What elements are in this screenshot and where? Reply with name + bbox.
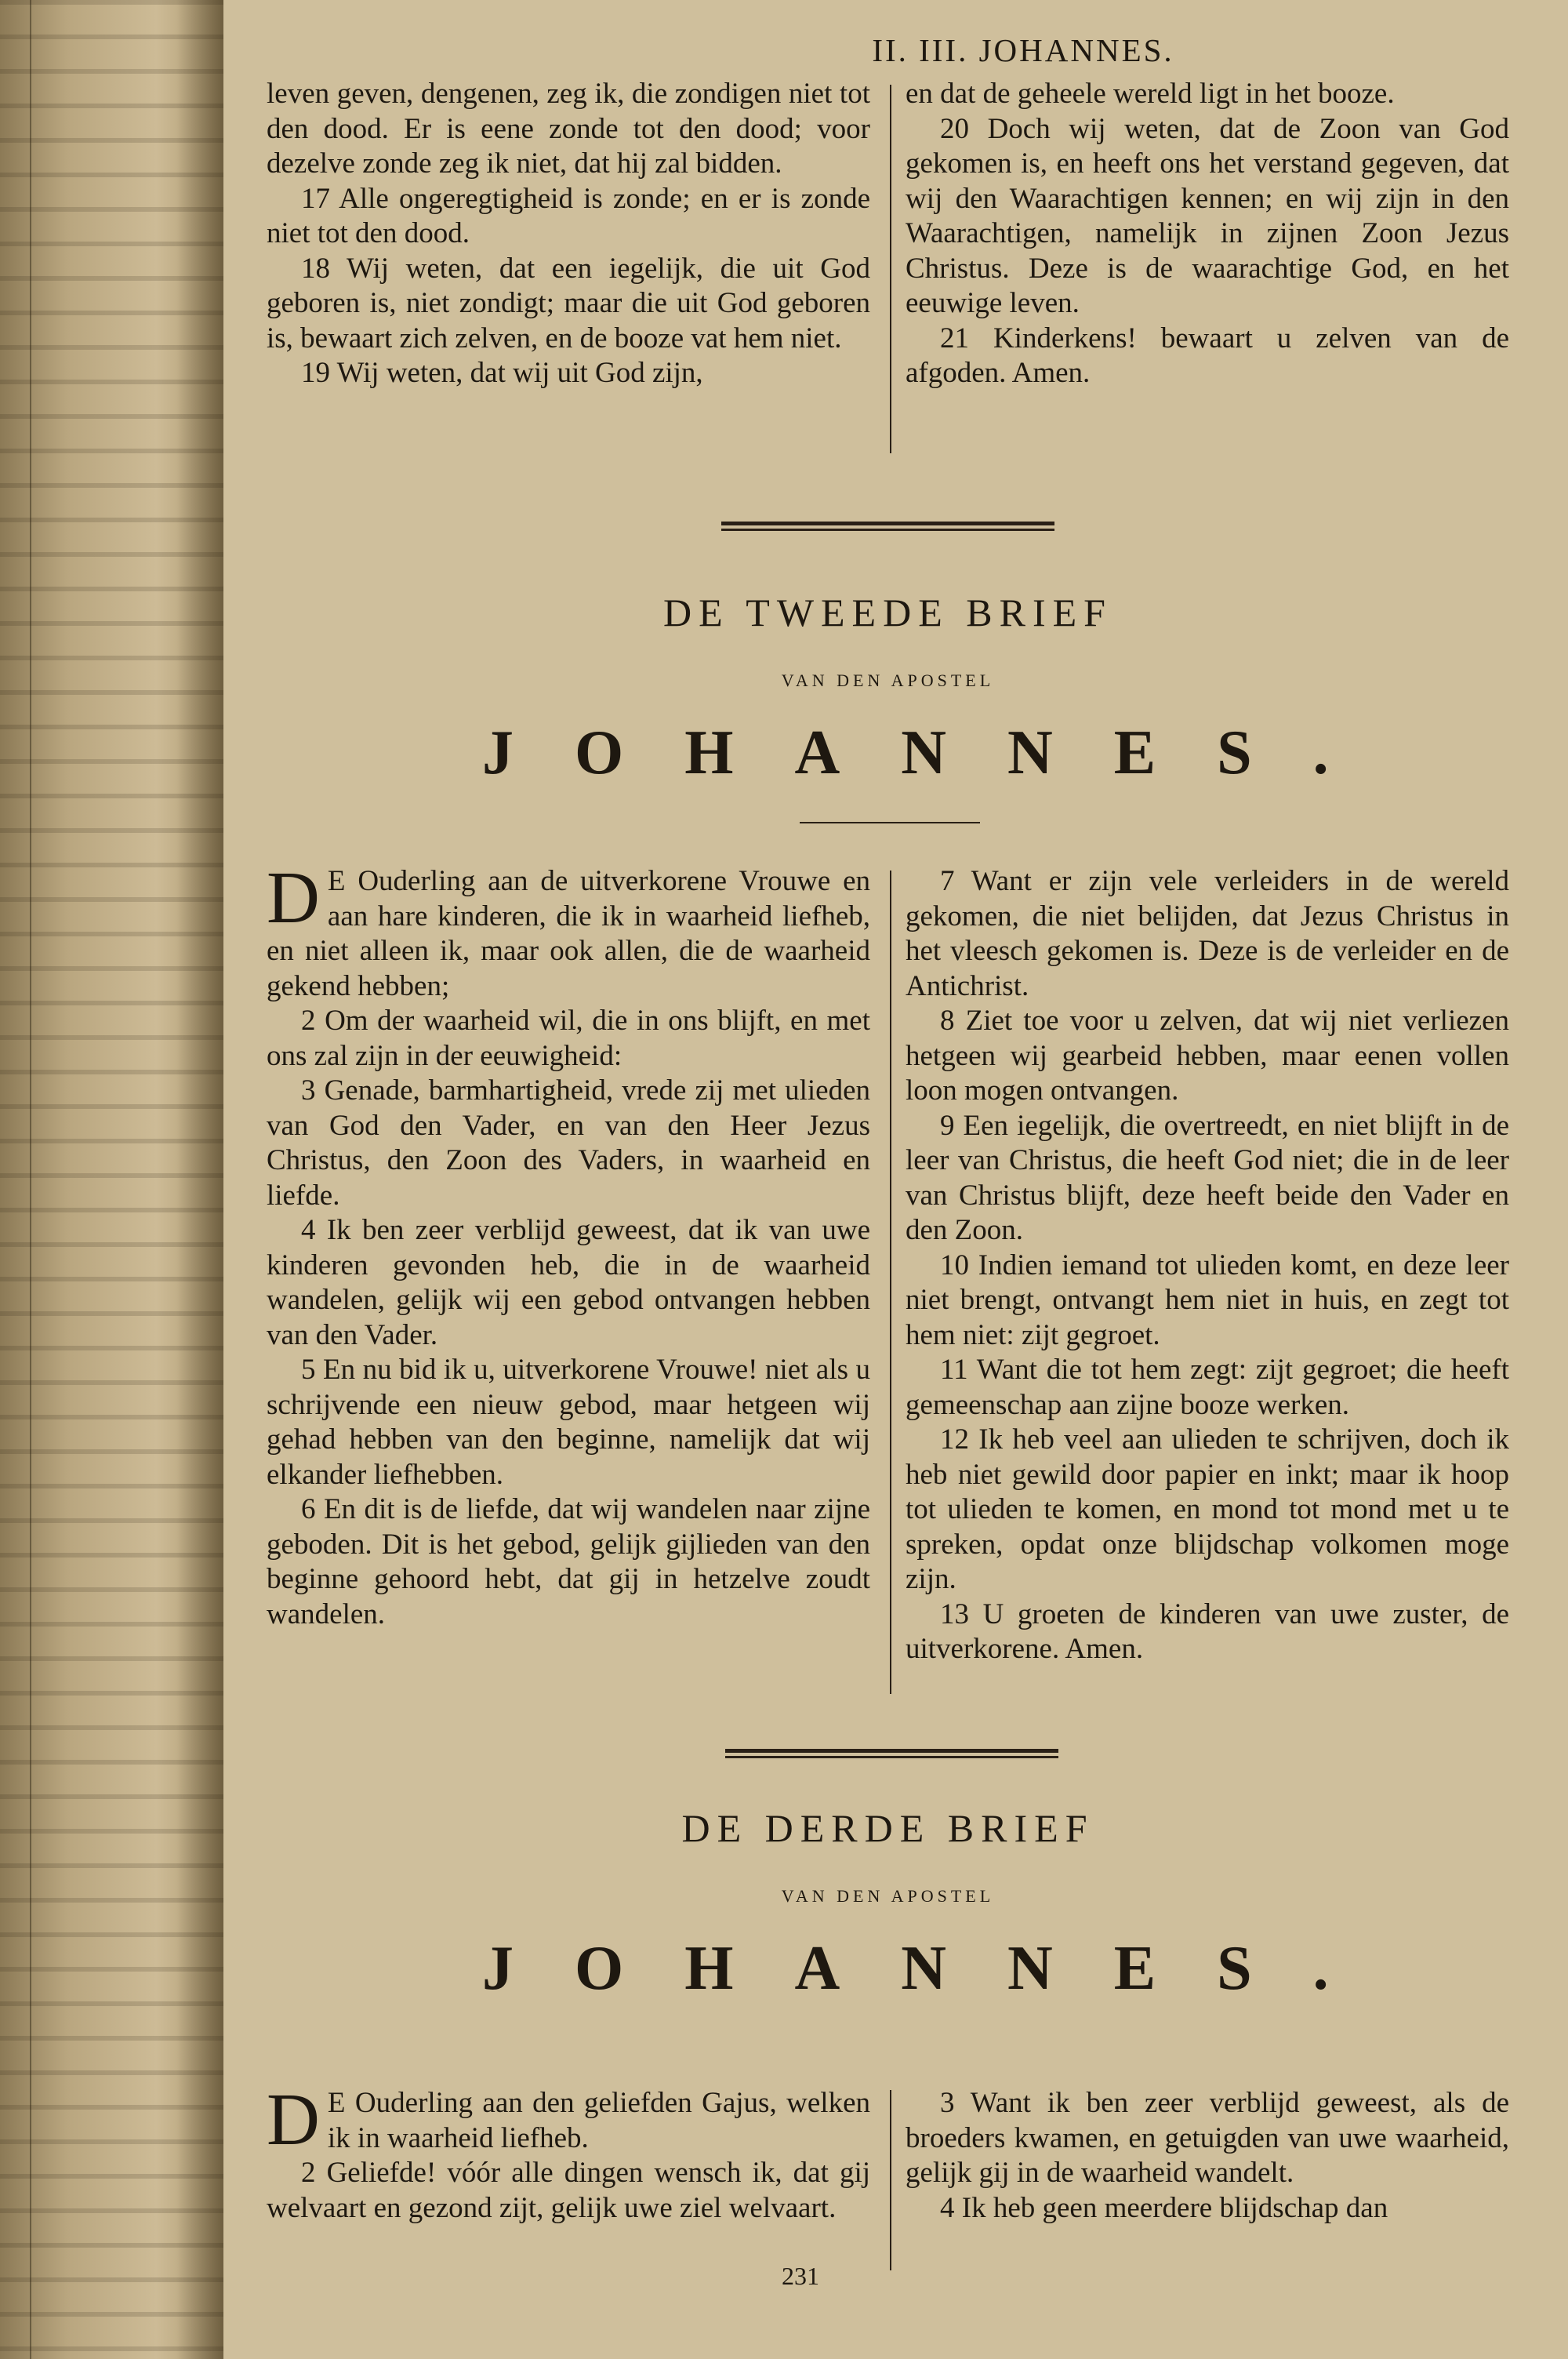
verse-paragraph: 2 Geliefde! vóór alle dingen wensch ik, dat gij welvaart en gezond zijt, gelijk uwe ziel welvaart. bbox=[267, 2157, 870, 2224]
page-gutter-shadow bbox=[176, 0, 223, 2359]
verse-paragraph: 7 Want er zijn vele verleiders in de wereld gekomen, die niet belijden, dat Jezus Christus in het vleesch gekomen is. Deze is de verleider en de Antichrist. bbox=[906, 865, 1509, 1002]
verse-paragraph: 9 Een iegelijk, die overtreedt, en niet blijft in de leer van Christus, die heeft God niet; die in de leer van Christus blijft, deze heeft beide den Vader en den Zoon. bbox=[906, 1109, 1509, 1246]
third-letter-left-column bbox=[267, 2079, 870, 2226]
previous-page-column-rule bbox=[30, 0, 31, 2359]
verse-paragraph: 18 Wij weten, dat een iegelijk, die uit God geboren is, niet zondigt; maar die uit God geboren is, bewaart zich zelven, en de booze vat hem niet. bbox=[267, 252, 870, 354]
verse-paragraph: en dat de geheele wereld ligt in het booze. bbox=[906, 78, 1395, 110]
top-right-column bbox=[906, 77, 1509, 391]
third-letter-right-column bbox=[906, 2086, 1509, 2226]
verse-paragraph: 19 Wij weten, dat wij uit God zijn, bbox=[301, 357, 703, 389]
title-underline bbox=[800, 822, 980, 823]
verse-paragraph: 8 Ziet toe voor u zelven, dat wij niet verliezen hetgeen wij gearbeid hebben, maar eenen vollen loon mogen ontvangen. bbox=[906, 1005, 1509, 1107]
previous-page-edge bbox=[0, 0, 223, 2359]
verse-paragraph: 3 Genade, barmhartigheid, vrede zij met ulieden van God den Vader, en van den Heer Jezus Christus, den Zoon des Vaders, in waarheid en liefde. bbox=[267, 1074, 870, 1212]
column-divider bbox=[890, 2090, 891, 2270]
drop-cap: D bbox=[267, 2079, 320, 2161]
third-letter-name: JOHANNES. bbox=[482, 1934, 1390, 2003]
verse-paragraph bbox=[267, 2079, 870, 2161]
verse-paragraph: 17 Alle ongeregtigheid is zonde; en er is zonde niet tot den dood. bbox=[267, 182, 870, 249]
verse-text: E Ouderling aan den geliefden Gajus, welken ik in waarheid liefheb. bbox=[327, 2087, 870, 2154]
running-head: II. III. JOHANNES. bbox=[872, 32, 1174, 68]
verse-paragraph: 4 Ik ben zeer verblijd geweest, dat ik van uwe kinderen gevonden heb, die in de waarheid wandelen, gelijk wij een gebod ontvangen hebben van den Vader. bbox=[267, 1214, 870, 1351]
verse-paragraph: 20 Doch wij weten, dat de Zoon van God gekomen is, en heeft ons het verstand gegeven, dat wij den Waarachtigen kennen; en wij zijn in den Waarachtigen, namelijk in zijnen Zoon Jezus Christus. Deze is de waarachtige God, en het eeuwige leven. bbox=[906, 112, 1509, 319]
column-divider bbox=[890, 85, 891, 453]
third-letter-subtitle: VAN DEN APOSTEL bbox=[781, 1886, 995, 1906]
second-letter-title: DE TWEEDE BRIEF bbox=[663, 591, 1112, 634]
verse-paragraph: 11 Want die tot hem zegt: zijt gegroet; die heeft gemeenschap aan zijne booze werken. bbox=[906, 1354, 1509, 1421]
verse-paragraph bbox=[267, 857, 870, 1004]
verse-paragraph: leven geven, dengenen, zeg ik, die zondigen niet tot den dood. Er is eene zonde tot den dood; voor dezelve zonde zeg ik niet, dat hij zal bidden. bbox=[267, 78, 870, 180]
second-letter-right-column bbox=[906, 864, 1509, 1667]
second-letter-name: JOHANNES. bbox=[482, 718, 1390, 787]
verse-text: E Ouderling aan de uitverkorene Vrouwe en aan hare kinderen, die ik in waarheid liefheb, en niet alleen ik, maar ook allen, die de waarheid gekend hebben; bbox=[267, 865, 870, 1002]
verse-paragraph: 4 Ik heb geen meerdere blijdschap dan bbox=[940, 2191, 1388, 2224]
drop-cap: D bbox=[267, 857, 320, 939]
verse-paragraph: 6 En dit is de liefde, dat wij wandelen naar zijne geboden. Dit is het gebod, gelijk gijlieden van den beginne gehoord hebt, dat gij in hetzelve zoudt wandelen. bbox=[267, 1493, 870, 1630]
verse-paragraph: 3 Want ik ben zeer verblijd geweest, als de broeders kwamen, en getuigden van uwe waarheid, gelijk gij in de waarheid wandelt. bbox=[906, 2087, 1509, 2189]
section-rule bbox=[725, 1749, 1058, 1758]
verse-paragraph: 2 Om der waarheid wil, die in ons blijft, en met ons zal zijn in der eeuwigheid: bbox=[267, 1005, 870, 1072]
verse-paragraph: 21 Kinderkens! bewaart u zelven van de afgoden. Amen. bbox=[906, 322, 1509, 389]
third-letter-title: DE DERDE BRIEF bbox=[681, 1806, 1094, 1850]
book-page bbox=[223, 0, 1568, 2359]
section-rule bbox=[721, 522, 1054, 531]
verse-paragraph: 5 En nu bid ik u, uitverkorene Vrouwe! niet als u schrijvende een nieuw gebod, maar hetgeen wij gehad hebben van den beginne, namelijk dat wij elkander liefhebben. bbox=[267, 1354, 870, 1491]
top-left-column bbox=[267, 77, 870, 391]
second-letter-left-column bbox=[267, 857, 870, 1632]
verse-paragraph: 10 Indien iemand tot ulieden komt, en deze leer niet brengt, ontvangt hem niet in huis, en zegt tot hem niet: zijt gegroet. bbox=[906, 1249, 1509, 1351]
page-number: 231 bbox=[782, 2262, 819, 2290]
column-divider bbox=[890, 871, 891, 1694]
second-letter-subtitle: VAN DEN APOSTEL bbox=[781, 671, 995, 690]
verse-paragraph: 13 U groeten de kinderen van uwe zuster, de uitverkorene. Amen. bbox=[906, 1598, 1509, 1665]
verse-paragraph: 12 Ik heb veel aan ulieden te schrijven, doch ik heb niet gewild door papier en inkt; maar ik hoop tot ulieden te komen, en mond tot mond met u te spreken, opdat onze blijdschap volkomen moge zijn. bbox=[906, 1423, 1509, 1595]
